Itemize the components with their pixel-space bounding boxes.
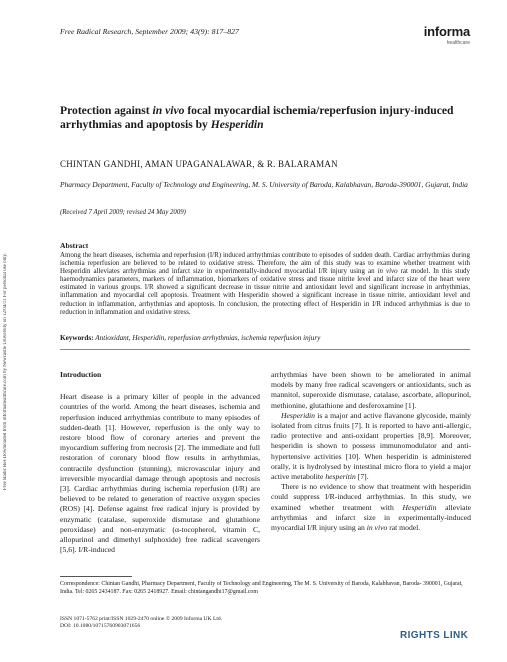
download-watermark: Free Radic Res Downloaded from informahealthcare.com by Newcastle University on 12/04/11 For personal use only. — [3, 253, 8, 490]
issn-info — [60, 616, 360, 630]
received-dates: (Received 7 April 2009; revised 24 May 2009) — [60, 209, 186, 216]
journal-citation: Free Radical Research, September 2009; 43(9): 817–827 — [60, 27, 239, 36]
section-divider — [60, 349, 470, 350]
article-title — [60, 104, 460, 132]
abstract-text: rat model. In this study haemodynamics parameters, markers of inflammation, biomarkers of oxidative stress and tissue nitrite level and infarct size of the heart were estimated in various groups. I/R showed a significant decrease in tissue nitrite and antioxidant level and significant increase in arrhythmias, inflammation and myocardial cell apoptosis. Treatment with Hesperidin showed a significant increase in tissue nitrite, antioxidant level and reduction in inflammation, arrhythmias and apoptosis. In conclusion, the protecting effect of Hesperidin in I/R induced arrhythmias is due to reduction in inflammation and oxidative stress. — [60, 267, 470, 316]
italic-term: Hesperidin — [281, 410, 315, 420]
italic-term: Hesperidin — [402, 502, 437, 512]
paragraph-text: [7]. — [355, 472, 369, 482]
title-part: focal myocardial ischemia/reperfusion injury-induced arrhythmias and apoptosis by — [60, 104, 454, 131]
author-list: CHINTAN GANDHI, AMAN UPAGANALAWAR, & R. BALARAMAN — [60, 159, 338, 169]
intro-paragraph: arrhythmias have been shown to be ameliorated in animal models by many free radical scavengers or antioxidants, such as mannitol, superoxide dismutase, catalase, ascorbate, allopurinol, methionine, glutathione and desferoxamine [1]. — [271, 370, 471, 410]
intro-paragraph: Heart disease is a primary killer of people in the advanced countries of the world. Among the heart diseases, ischemia and reperfusion induced arrhythmias contribute to many episodes of sudden-death [1]. However, reperfusion is the only way to restore blood flow of coronary arteries and prevent the myocardium suffering from necrosis [2]. The immediate and full restoration of coronary blood flow results in arrhythmias, contractile dysfunction (stunning), microvascular injury and irreversible myocardial damage through apoptosis and necrosis [3]. Cardiac arrhythmias during ischemia reperfusion (I/R) are believed to be related to generation of reactive oxygen species (ROS) [4]. Defense against free radical injury is provided by enzymatic (catalase, superoxide dismutase and glutathione peroxidase) and non-enzymatic (α-tocopherol, vitamin C, allopurinol and dimethyl sulphoxide) free radical scavengers [5,6]. I/R-induced — [60, 392, 260, 555]
intro-paragraph — [271, 482, 471, 533]
paragraph-text: alleviate arrhythmias and infarct size in experimentally-induced myocardial I/R injury using an — [271, 502, 471, 533]
paragraph-text: There is no evidence to show that treatment with hesperidin could suppress I/R-induced arrhythmias. In this study, we examined whether treatment with — [271, 482, 471, 512]
footnote-divider — [60, 576, 132, 577]
doi-line: DOI: 10.1080/10715760903071656 — [60, 623, 141, 629]
keywords-list: Antioxidant, Hesperidin, reperfusion arrhythmias, ischemia reperfusion injury — [93, 334, 321, 342]
column-left — [60, 370, 260, 555]
intro-paragraph — [271, 411, 471, 482]
issn-line: ISSN 1071-5762 print/ISSN 1029-2470 online © 2009 Informa UK Ltd. — [60, 616, 223, 622]
paragraph-text: rat model. — [387, 523, 421, 533]
publisher-logo-subtitle: healthcare — [446, 40, 470, 46]
abstract-text: Among the heart diseases, ischemia and reperfusion (I/R) induced arrhythmias contribute to episodes of sudden death. Cardiac arrhythmias during ischemia reperfusion are believed to be related to oxidative stress. Therefore, the aim of this study was to examine whether treatment with Hesperidin alleviates arrhythmias and infarct size in experimentally-induced myocardial I/R injury using an — [60, 251, 470, 276]
affiliation: Pharmacy Department, Faculty of Technology and Engineering, M. S. University of Baroda, Kalabhavan, Baroda-390001, Gujarat, India — [60, 180, 468, 189]
title-italic: Hesperidin — [210, 118, 264, 131]
keywords — [60, 334, 470, 342]
correspondence-note: Correspondence: Chintan Gandhi, Pharmacy Department, Faculty of Technology and Engineering, The M. S. University of Baroda, Kalabhavan, Baroda- 390001, Gujarat, India. Tel: 0265 2434187. Fax: 0265 2418927. Email: chintangandhi17@gmail.com — [60, 581, 463, 595]
italic-term: in vivo — [366, 523, 388, 533]
italic-term: hesperitin — [325, 472, 356, 482]
paragraph-text: is a major and active flavanone glycoside, mainly isolated from citrus fruits [7]. It is reported to have anti-allergic, radio protective and anti-oxidant properties [8,9]. Moreover, hesperidin is shown to possess immunomodulator and anti-hypertensive activities [10]. When hesperidin is administered orally, it is hydrolysed by intestinal micro flora to yield a major active metabolite — [271, 410, 471, 482]
abstract-body — [60, 251, 470, 316]
title-part: Protection against — [60, 104, 153, 117]
column-right — [271, 370, 471, 533]
intro-heading: Introduction — [60, 370, 102, 379]
abstract-italic: in vivo — [377, 267, 398, 276]
publisher-logo: informa — [423, 24, 470, 39]
keywords-label: Keywords: — [60, 334, 94, 342]
rightslink-logo[interactable] — [400, 630, 486, 646]
abstract-heading: Abstract — [60, 241, 89, 250]
title-italic: in vivo — [152, 104, 185, 117]
rightslink-text: RIGHTS LINK — [400, 630, 469, 641]
